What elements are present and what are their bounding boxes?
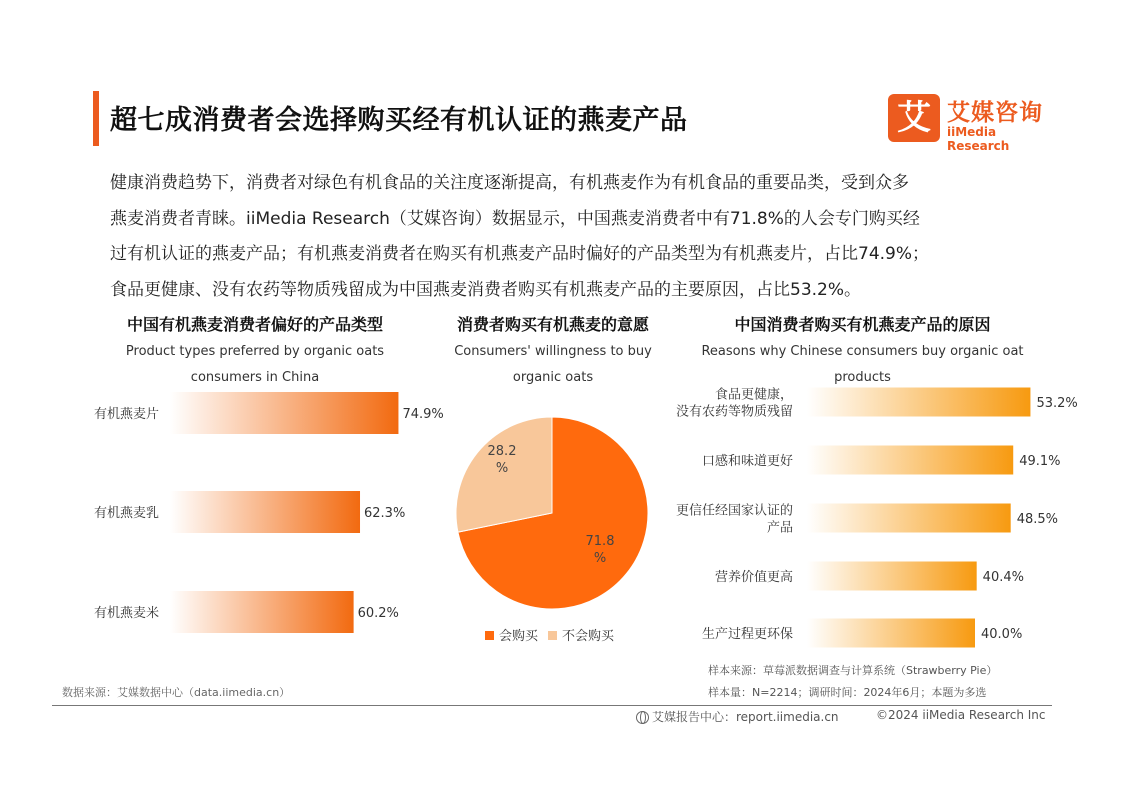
category-label: 没有农药等物质残留: [675, 404, 793, 420]
bar: [170, 392, 398, 434]
bar: [807, 446, 1013, 475]
category-label: 营养价值更高: [714, 570, 793, 585]
category-label: 口感和味道更好: [701, 454, 793, 469]
logo-english-name: iiMedia Research: [947, 125, 1010, 153]
legend-label: 会购买: [499, 629, 539, 644]
category-label: 生产过程更环保: [701, 627, 793, 642]
chart3-subtitle-line: Reasons why Chinese consumers buy organic oat: [701, 344, 1024, 359]
legend-swatch: [548, 631, 557, 640]
logo-mark: 艾: [888, 94, 940, 142]
title-accent-bar: [93, 91, 99, 146]
product-type-bar-chart: [0, 380, 460, 650]
intro-line: 健康消费趋势下，消费者对绿色有机食品的关注度逐渐提高，有机燕麦作为有机食品的重要品类，受到众多: [110, 173, 909, 193]
globe-icon: [636, 711, 649, 724]
legend-label: 不会购买: [562, 629, 615, 644]
intro-paragraph: [110, 166, 1040, 308]
report-center: [636, 708, 839, 725]
copyright: ©2024 iiMedia Research Inc: [876, 708, 1046, 722]
slice-label: 28.2: [487, 444, 517, 459]
willingness-pie-chart: [440, 395, 670, 660]
data-source: 数据来源：艾媒数据中心（data.iimedia.cn）: [62, 686, 291, 699]
value-label: 60.2%: [357, 606, 399, 621]
chart3-subtitle-line: products: [834, 370, 891, 385]
footer-divider: [52, 705, 1052, 706]
sample-size: 样本量：N=2214；调研时间：2024年6月；本题为多选: [708, 686, 987, 699]
category-label: 食品更健康，: [714, 387, 793, 403]
category-label: 更信任经国家认证的: [675, 503, 793, 519]
bar: [807, 619, 975, 648]
slice-label: 71.8: [585, 534, 615, 549]
chart2-subtitle: [428, 339, 678, 391]
slice-label: %: [593, 551, 607, 566]
chart3-title: 中国消费者购买有机燕麦产品的原因: [734, 315, 991, 334]
intro-line: 食品更健康、没有农药等物质残留成为中国燕麦消费者购买有机燕麦产品的主要原因，占比53.2%。: [110, 279, 862, 300]
brand-logo: [888, 94, 1058, 153]
reasons-bar-chart: [650, 380, 1078, 655]
intro-line: 燕麦消费者青睐。iiMedia Research（艾媒咨询）数据显示，中国燕麦消费者中有71.8%的人会专门购买经: [110, 208, 920, 229]
value-label: 40.4%: [982, 570, 1024, 585]
bar: [170, 491, 360, 533]
value-label: 49.1%: [1019, 454, 1061, 469]
category-label: 有机燕麦片: [93, 407, 159, 422]
chart2-subtitle-line: organic oats: [512, 370, 594, 385]
chart1-subtitle-line: consumers in China: [190, 370, 320, 385]
chart1-subtitle-line: Product types preferred by organic oats: [125, 344, 385, 359]
value-label: 40.0%: [981, 627, 1023, 642]
report-center-text[interactable]: 艾媒报告中心：report.iimedia.cn: [652, 710, 839, 724]
legend-swatch: [485, 631, 494, 640]
value-label: 48.5%: [1016, 512, 1059, 527]
bar: [807, 504, 1011, 533]
value-label: 53.2%: [1036, 396, 1078, 411]
value-label: 62.3%: [364, 506, 406, 521]
bar: [170, 591, 354, 633]
category-label: 产品: [766, 520, 793, 536]
logo-chinese-name: 艾媒咨询: [947, 100, 1043, 126]
chart2-subtitle-line: Consumers' willingness to buy: [454, 344, 652, 359]
chart1-title: 中国有机燕麦消费者偏好的产品类型: [126, 315, 383, 334]
chart2-title: 消费者购买有机燕麦的意愿: [456, 315, 649, 334]
sample-source: 样本来源：草莓派数据调查与计算系统（Strawberry Pie）: [708, 664, 998, 677]
page-title: 超七成消费者会选择购买经有机认证的燕麦产品: [110, 105, 688, 136]
category-label: 有机燕麦乳: [93, 506, 159, 521]
intro-line: 过有机认证的燕麦产品；有机燕麦消费者在购买有机燕麦产品时偏好的产品类型为有机燕麦片，占比74.9%；: [110, 244, 930, 264]
value-label: 74.9%: [402, 407, 444, 422]
slice-label: %: [495, 461, 509, 476]
bar: [807, 562, 977, 591]
bar: [807, 388, 1030, 417]
category-label: 有机燕麦米: [93, 606, 159, 621]
